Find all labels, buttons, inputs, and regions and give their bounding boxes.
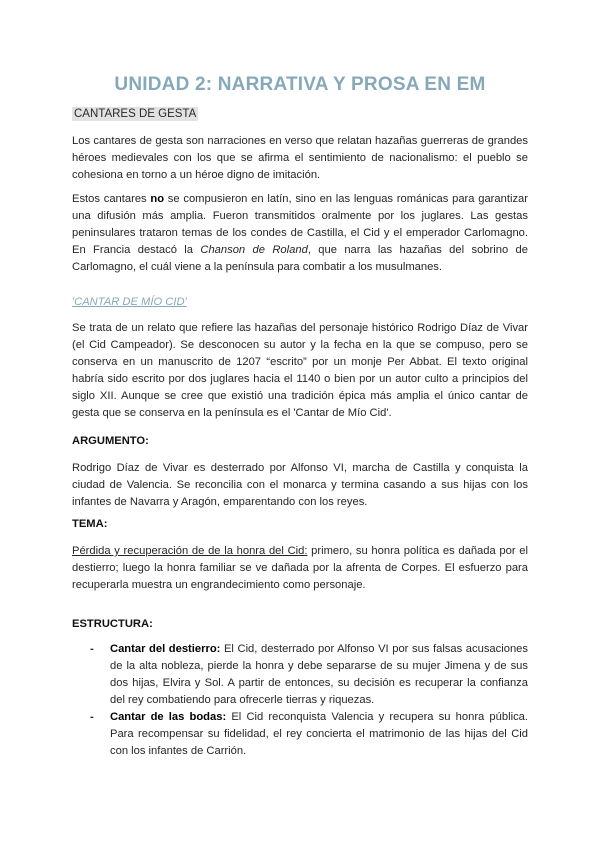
bullet-dash: - <box>90 643 94 655</box>
bullet-text: El Cid reconquista Valencia y recupera su honra pública. Para recompensar su fidelidad, el rey concierta el matrimonio de las hijas del Cid con los infantes de Carrión. <box>110 711 528 757</box>
list-item <box>90 641 528 709</box>
paragraph-lenguas <box>72 191 528 276</box>
link-cantar-mio-cid[interactable]: 'CANTAR DE MÍO CID' <box>72 296 187 308</box>
underlined-tema: Pérdida y recuperación de de la honra del Cid: <box>72 545 308 557</box>
heading-tema: TEMA: <box>72 518 108 530</box>
paragraph-cantar: Se trata de un relato que refiere las hazañas del personaje histórico Rodrigo Díaz de Vivar (el Cid Campeador). Se desconocen su autor y la fecha en la que se compuso, pero se conserva en un manuscrito de 1207 “escrito” por un monje Per Abbat. El texto original habría sido escrito por dos juglares hacia el 1140 o bien por un autor culto a principios del siglo XII. Aunque se cree que existió una tradición épica más amplia el único cantar de gesta que se conserva en la península es el 'Cantar de Mío Cid'. <box>72 322 528 419</box>
paragraph-argumento: Rodrigo Díaz de Vivar es desterrado por Alfonso VI, marcha de Castilla y conquista la ciudad de Valencia. Se reconcilia con el monarca y termina casando a sus hijas con los infantes de Navarra y Aragón, emparentando con los reyes. <box>72 462 528 508</box>
heading-estructura: ESTRUCTURA: <box>72 618 153 630</box>
text-run: Estos cantares <box>72 193 151 205</box>
page-title: UNIDAD 2: NARRATIVA Y PROSA EN EM <box>114 74 486 95</box>
list-item <box>90 709 528 760</box>
bullet-dash: - <box>90 711 94 723</box>
text-run: se compusieron en latín, sino en las lenguas románicas para garantizar una difusión más amplia. Fueron transmitidos oralmente por los juglares. Las gestas peninsulares trataron temas de los condes de Castilla, el Cid y el emperador Carlomagno. En Francia destacó la <box>72 193 528 256</box>
text-run: primero, su honra política es dañada por el destierro; luego la honra familiar se ve dañada por la afrenta de Corpes. El esfuerzo para recuperarla muestra un engrandecimiento como personaje. <box>72 545 528 591</box>
paragraph-intro: Los cantares de gesta son narraciones en verso que relatan hazañas guerreras de grandes héroes medievales con los que se afirma el sentimiento de nacionalismo: el pueblo se cohesiona en torno a un héroe digno de imitación. <box>72 135 528 181</box>
section-heading-cantares: CANTARES DE GESTA <box>74 108 197 120</box>
bullet-label: Cantar de las bodas: <box>110 711 227 723</box>
text-run: , que narra las hazañas del sobrino de Carlomagno, el cuál viene a la península para combatir a los musulmanes. <box>72 244 528 273</box>
italic-chanson: Chanson de Roland <box>200 244 308 256</box>
heading-argumento: ARGUMENTO: <box>72 435 149 447</box>
bold-no: no <box>150 193 165 205</box>
paragraph-tema <box>72 543 528 594</box>
estructura-list <box>90 641 528 760</box>
bullet-label: Cantar del destierro: <box>110 643 221 655</box>
bullet-text: El Cid, desterrado por Alfonso VI por sus falsas acusaciones de la alta nobleza, pierde la honra y debe separarse de su mujer Jimena y de sus dos hijas, Elvira y Sol. A partir de entonces, su decisión es recuperar la confianza del rey combatiendo para ofrecerle tierras y riquezas. <box>110 643 528 706</box>
